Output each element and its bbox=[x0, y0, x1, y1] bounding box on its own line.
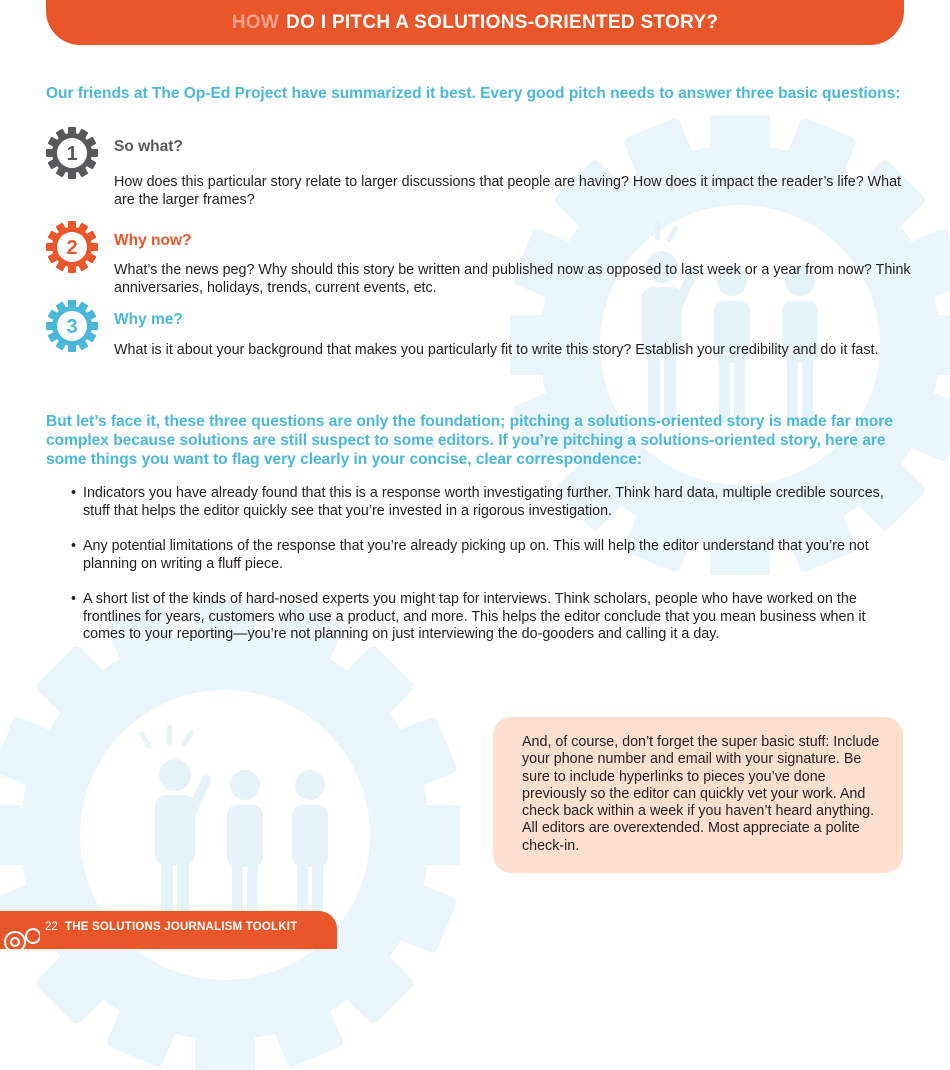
gear-number-2-icon bbox=[46, 221, 98, 273]
page-title: DO I PITCH A SOLUTIONS-ORIENTED STORY? bbox=[286, 11, 719, 33]
gear-footer-icon bbox=[0, 917, 40, 967]
gear-number-1-icon bbox=[46, 127, 98, 179]
question-heading: Why now? bbox=[114, 232, 192, 249]
section-lead: But let’s face it, these three questions are only the foundation; pitching a solutions-oriented story is made far more complex because solutions are still suspect to some editors. If you’re pitching a solutions-oriented story, here are some things you want to flag very clearly in your concise, clear correspondence: bbox=[46, 413, 893, 468]
question-body: What’s the news peg? Why should this story be written and published now as opposed to last week or a year from now? Think anniversaries, holidays, trends, current events, etc. bbox=[114, 262, 911, 296]
page-number: 22 bbox=[45, 921, 58, 933]
number-2: 2 bbox=[66, 237, 78, 259]
footer-title: THE SOLUTIONS JOURNALISM TOOLKIT bbox=[65, 921, 298, 933]
page-title-banner bbox=[46, 0, 904, 45]
list-item: • Indicators you have already found that this is a response worth investigating further. Think hard data, multiple credible sources, stuff that helps the editor quickly see that you’re invested in a rigorous investigation. bbox=[70, 485, 910, 520]
question-heading: Why me? bbox=[114, 311, 183, 328]
list-item: • Any potential limitations of the response that you’re already picking up on. This will help the editor understand that you’re not planning on writing a fluff piece. bbox=[70, 538, 910, 573]
background-gear-left-icon bbox=[0, 600, 460, 1070]
number-1: 1 bbox=[66, 143, 78, 165]
intro-text: Our friends at The Op-Ed Project have summarized it best. Every good pitch needs to answer three basic questions: bbox=[46, 85, 901, 102]
question-heading: So what? bbox=[114, 138, 183, 155]
number-3: 3 bbox=[66, 316, 78, 338]
list-item: • A short list of the kinds of hard-nosed experts you might tap for interviews. Think scholars, people who have worked on the frontlines for years, customers who use a product, and more. This helps the editor conclude that you mean business when it comes to your reporting—you’re not planning on just interviewing the do-gooders and calling it a day. bbox=[70, 591, 910, 644]
callout-box: And, of course, don’t forget the super basic stuff: Include your phone number and email with your signature. Be sure to include hyperlinks to pieces you’ve done previously so the editor can quickly vet your work. And check back within a week if you haven’t heard anything. All editors are overextended. Most appreciate a polite check-in. bbox=[493, 717, 903, 873]
flag-list bbox=[70, 485, 910, 662]
gear-number-3-icon bbox=[46, 300, 98, 352]
page-footer bbox=[0, 911, 337, 949]
page-title-highlight: HOW bbox=[231, 11, 280, 33]
question-body: How does this particular story relate to larger discussions that people are having? How does it impact the reader’s life? What are the larger frames? bbox=[114, 174, 901, 208]
question-body: What is it about your background that makes you particularly fit to write this story? Establish your credibility and do it fast. bbox=[114, 342, 879, 358]
